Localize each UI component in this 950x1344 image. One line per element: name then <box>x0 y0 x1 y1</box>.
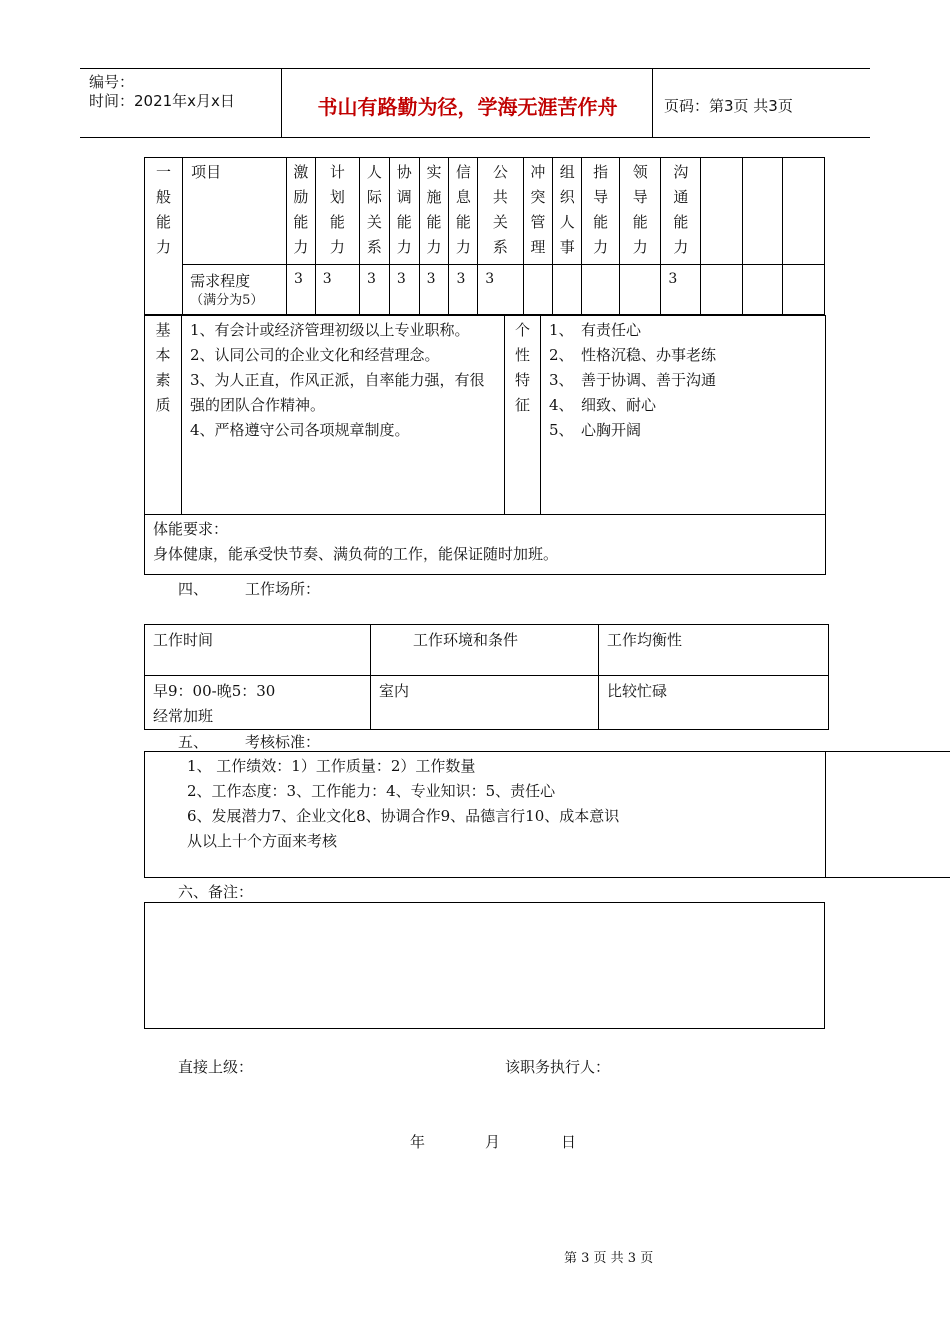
page-footer: 第 3 页 共 3 页 <box>564 1251 654 1266</box>
assessment-line: 1、 工作绩效：1）工作质量：2）工作数量 <box>187 757 476 775</box>
ability-value: 3 <box>419 265 449 315</box>
personality-label <box>505 316 541 515</box>
supervisor-label: 直接上级： <box>178 1058 254 1076</box>
basic-item: 1、有会计或经济管理初级以上专业职称。 <box>190 321 470 339</box>
personality-items <box>541 316 826 515</box>
workplace-title-num: 四、 <box>178 580 209 598</box>
ability-value: 3 <box>359 265 389 315</box>
basic-item: 3、为人正直，作风正派，自率能力强，有很强的团队合作精神。 <box>190 371 485 414</box>
ability-value: 3 <box>661 265 701 315</box>
personality-item: 4、 细致、耐心 <box>549 396 657 414</box>
assessment-line: 2、工作态度：3、工作能力：4、专业知识：5、责任心 <box>187 782 556 800</box>
ability-value: 3 <box>315 265 359 315</box>
ability-name <box>582 158 620 265</box>
ability-name-text: 激 励 能 力 <box>293 163 309 256</box>
ability-name <box>523 158 553 265</box>
workplace-title: 工作场所： <box>245 580 321 598</box>
remarks-title: 六、备注： <box>178 883 254 901</box>
ability-value <box>523 265 553 315</box>
ability-name <box>553 158 582 265</box>
abilities-section-label <box>145 158 183 315</box>
ability-value <box>620 265 661 315</box>
ability-name <box>701 158 742 265</box>
ability-name-text: 信 息 能 力 <box>455 163 471 256</box>
balance-value: 比较忙碌 <box>599 676 829 730</box>
ability-value <box>582 265 620 315</box>
workplace-table <box>144 624 829 730</box>
ability-name <box>742 158 782 265</box>
assessment-table <box>144 751 950 878</box>
basic-item: 4、严格遵守公司各项规章制度。 <box>190 421 410 439</box>
physical-text: 身体健康，能承受快节奏、满负荷的工作，能保证随时加班。 <box>153 545 559 563</box>
demand-note: （满分为5） <box>190 293 264 308</box>
personality-item: 1、 有责任心 <box>549 321 642 339</box>
ability-name <box>419 158 449 265</box>
page-header <box>80 68 870 138</box>
ability-name <box>286 158 315 265</box>
assessment-title: 考核标准： <box>245 733 321 751</box>
work-time-cell <box>145 676 371 730</box>
basic-quality-table <box>144 315 826 575</box>
abilities-table <box>144 157 825 315</box>
ability-name-text: 协 调 能 力 <box>396 163 412 256</box>
demand-label <box>183 265 287 315</box>
basic-items <box>182 316 505 515</box>
ability-name <box>449 158 478 265</box>
basic-item: 2、认同公司的企业文化和经营理念。 <box>190 346 440 364</box>
remarks-field[interactable] <box>145 903 825 1029</box>
ability-name <box>661 158 701 265</box>
item-label: 项目 <box>183 158 287 265</box>
ability-name-text: 人 际 关 系 <box>366 163 382 256</box>
ability-name <box>782 158 824 265</box>
executor-label: 该职务执行人： <box>505 1058 611 1076</box>
page-label: 页码：第3页 共3页 <box>664 96 793 115</box>
ability-name <box>620 158 661 265</box>
abilities-section-text: 一 般 能 力 <box>156 163 172 256</box>
number-label: 编号： <box>89 73 135 91</box>
header-balance: 工作均衡性 <box>599 625 829 676</box>
overtime-note: 经常加班 <box>153 707 214 725</box>
header-meta <box>80 69 282 137</box>
ability-name-text: 组 织 人 事 <box>559 163 575 256</box>
ability-name-text: 公 共 关 系 <box>492 163 508 256</box>
ability-name-text: 领 导 能 力 <box>632 163 648 256</box>
ability-value: 3 <box>478 265 523 315</box>
header-work-time: 工作时间 <box>145 625 371 676</box>
time-label: 时间：2021年x月x日 <box>89 92 235 110</box>
assessment-blank <box>826 752 950 878</box>
day-label: 日 <box>561 1133 577 1151</box>
personality-item: 2、 性格沉稳、办事老练 <box>549 346 717 364</box>
physical-label: 体能要求： <box>153 520 229 538</box>
motto: 书山有路勤为径，学海无涯苦作舟 <box>283 69 653 137</box>
assessment-title-num: 五、 <box>178 733 209 751</box>
demand-text: 需求程度 <box>190 272 251 290</box>
ability-value <box>701 265 742 315</box>
physical-requirements <box>145 515 826 575</box>
ability-value: 3 <box>286 265 315 315</box>
basic-section-text: 基 本 素 质 <box>155 321 171 414</box>
ability-name <box>478 158 523 265</box>
assessment-lines <box>145 752 826 878</box>
personality-item: 5、 心胸开阔 <box>549 421 642 439</box>
ability-name-text: 指 导 能 力 <box>593 163 609 256</box>
year-label: 年 <box>410 1133 426 1151</box>
personality-section-text: 个 性 特 征 <box>514 321 530 414</box>
ability-name-text: 计 划 能 力 <box>329 163 345 256</box>
environment-value: 室内 <box>371 676 599 730</box>
header-environment: 工作环境和条件 <box>371 625 599 676</box>
ability-name <box>315 158 359 265</box>
ability-name <box>389 158 419 265</box>
month-label: 月 <box>485 1133 501 1151</box>
ability-value <box>553 265 582 315</box>
ability-value <box>782 265 824 315</box>
ability-name <box>359 158 389 265</box>
work-time: 早9：00-晚5：30 <box>153 682 276 700</box>
remarks-box[interactable] <box>144 902 825 1029</box>
ability-name-text: 冲 突 管 理 <box>530 163 546 256</box>
personality-item: 3、 善于协调、善于沟通 <box>549 371 717 389</box>
basic-section-label <box>145 316 182 515</box>
ability-value: 3 <box>389 265 419 315</box>
ability-value: 3 <box>449 265 478 315</box>
assessment-line: 6、发展潜力7、企业文化8、协调合作9、品德言行10、成本意识 <box>187 807 620 825</box>
assessment-line: 从以上十个方面来考核 <box>187 832 338 850</box>
ability-value <box>742 265 782 315</box>
ability-name-text: 沟 通 能 力 <box>673 163 689 256</box>
ability-name-text: 实 施 能 力 <box>426 163 442 256</box>
